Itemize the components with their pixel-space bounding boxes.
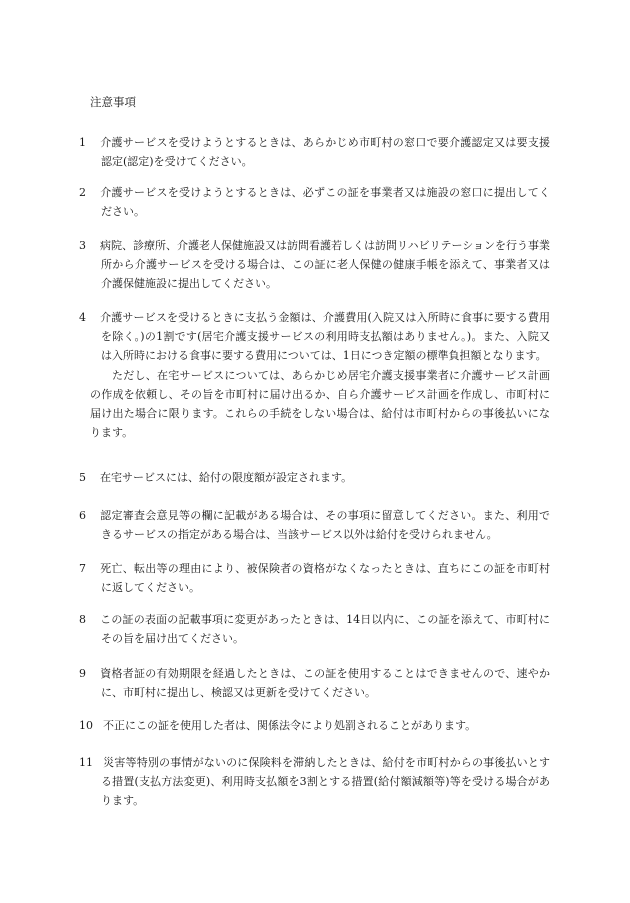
- note-paragraph: 4 介護サービスを受けるときに支払う金額は、介護費用(入院又は入所時に食事に要する費用を除く。)の1割です(居宅介護支援サービスの利用時支払額はありません。)。また、入院又は入所時における食事に要する費用については、1日につき定額の標準負担額となります。: [79, 311, 550, 363]
- note-paragraph: 6 認定審査会意見等の欄に記載がある場合は、その事項に留意してください。また、利用できるサービスの指定がある場合は、当該サービス以外は給付を受けられません。: [79, 509, 550, 542]
- note-item-9: [79, 664, 550, 702]
- note-text: 介護サービスを受けようとするときは、必ずこの証を事業者又は施設の窓口に提出してください。: [100, 186, 550, 219]
- note-paragraph: [79, 753, 550, 811]
- note-paragraph: [79, 716, 550, 735]
- note-paragraph: 1 介護サービスを受けようとするときは、あらかじめ市町村の窓口で要介護認定又は要支援認定(認定)を受けてください。: [79, 136, 550, 169]
- note-item-3: [79, 236, 551, 294]
- note-paragraph: 9 資格者証の有効期限を経過したときは、この証を使用することはできませんので、速やかに、市町村に提出し、検認又は更新を受けてください。: [79, 667, 550, 700]
- note-text: 不正にこの証を使用した者は、関係法令により処罰されることがあります。: [103, 719, 477, 732]
- note-item-1: [79, 133, 550, 171]
- note-text: 病院、診療所、介護老人保健施設又は訪問看護若しくは訪問リハビリテーションを行う事業所から介護サービスを受ける場合は、この証に老人保健の健康手帳を添えて、事業者又は介護保健施設に提出してください。: [100, 239, 551, 291]
- note-item-5: [79, 468, 550, 487]
- note-text: 資格者証の有効期限を経過したときは、この証を使用することはできませんので、速やかに、市町村に提出し、検認又は更新を受けてください。: [100, 667, 550, 700]
- note-paragraph: 5 在宅サービスには、給付の限度額が設定されます。: [79, 471, 353, 484]
- note-text: 死亡、転出等の理由により、被保険者の資格がなくなったときは、直ちにこの証を市町村に返してください。: [100, 562, 550, 595]
- note-text: 介護サービスを受けるときに支払う金額は、介護費用(入院又は入所時に食事に要する費用を除く。)の1割です(居宅介護支援サービスの利用時支払額はありません。)。また、入院又は入所時における食事に要する費用については、1日につき定額の標準負担額となります。: [100, 311, 550, 363]
- note-text: 在宅サービスには、給付の限度額が設定されます。: [100, 471, 353, 484]
- note-item-8: [79, 610, 550, 648]
- note-item-10: [79, 716, 550, 735]
- note-subparagraph: ただし、在宅サービスについては、あらかじめ居宅介護支援事業者に介護サービス計画の作成を依頼し、その旨を市町村に届け出るか、自ら介護サービス計画を作成し、市町村に届け出た場合に限ります。これらの手続をしない場合は、給付は市町村からの事後払いになります。: [90, 368, 550, 440]
- note-text: 災害等特別の事情がないのに保険料を滞納したときは、給付を市町村からの事後払いとする措置(支払方法変更)、利用時支払額を3割とする措置(給付額減額等)等を受ける場合があります。: [101, 756, 550, 808]
- note-text: この証の表面の記載事項に変更があったときは、14日以内に、この証を添えて、市町村にその旨を届け出てください。: [100, 613, 550, 646]
- document-title: 注意事項: [90, 95, 136, 109]
- note-item-2: [79, 183, 550, 221]
- note-number: 11: [79, 756, 93, 769]
- note-text: 介護サービスを受けようとするときは、あらかじめ市町村の窓口で要介護認定又は要支援認定(認定)を受けてください。: [100, 136, 550, 169]
- note-paragraph: 2 介護サービスを受けようとするときは、必ずこの証を事業者又は施設の窓口に提出してください。: [79, 186, 550, 219]
- note-item-7: [79, 559, 550, 597]
- note-paragraph: 3 病院、診療所、介護老人保健施設又は訪問看護若しくは訪問リハビリテーションを行う事業所から介護サービスを受ける場合は、この証に老人保健の健康手帳を添えて、事業者又は介護保健施設に提出してください。: [79, 239, 551, 291]
- note-item-6: [79, 506, 550, 544]
- note-item-11: [79, 753, 550, 811]
- note-paragraph: 7 死亡、転出等の理由により、被保険者の資格がなくなったときは、直ちにこの証を市町村に返してください。: [79, 562, 550, 595]
- note-item-4: [79, 308, 550, 442]
- note-number: 10: [79, 719, 93, 732]
- note-text: 認定審査会意見等の欄に記載がある場合は、その事項に留意してください。また、利用できるサービスの指定がある場合は、当該サービス以外は給付を受けられません。: [100, 509, 550, 542]
- note-paragraph: 8 この証の表面の記載事項に変更があったときは、14日以内に、この証を添えて、市町村にその旨を届け出てください。: [79, 613, 550, 646]
